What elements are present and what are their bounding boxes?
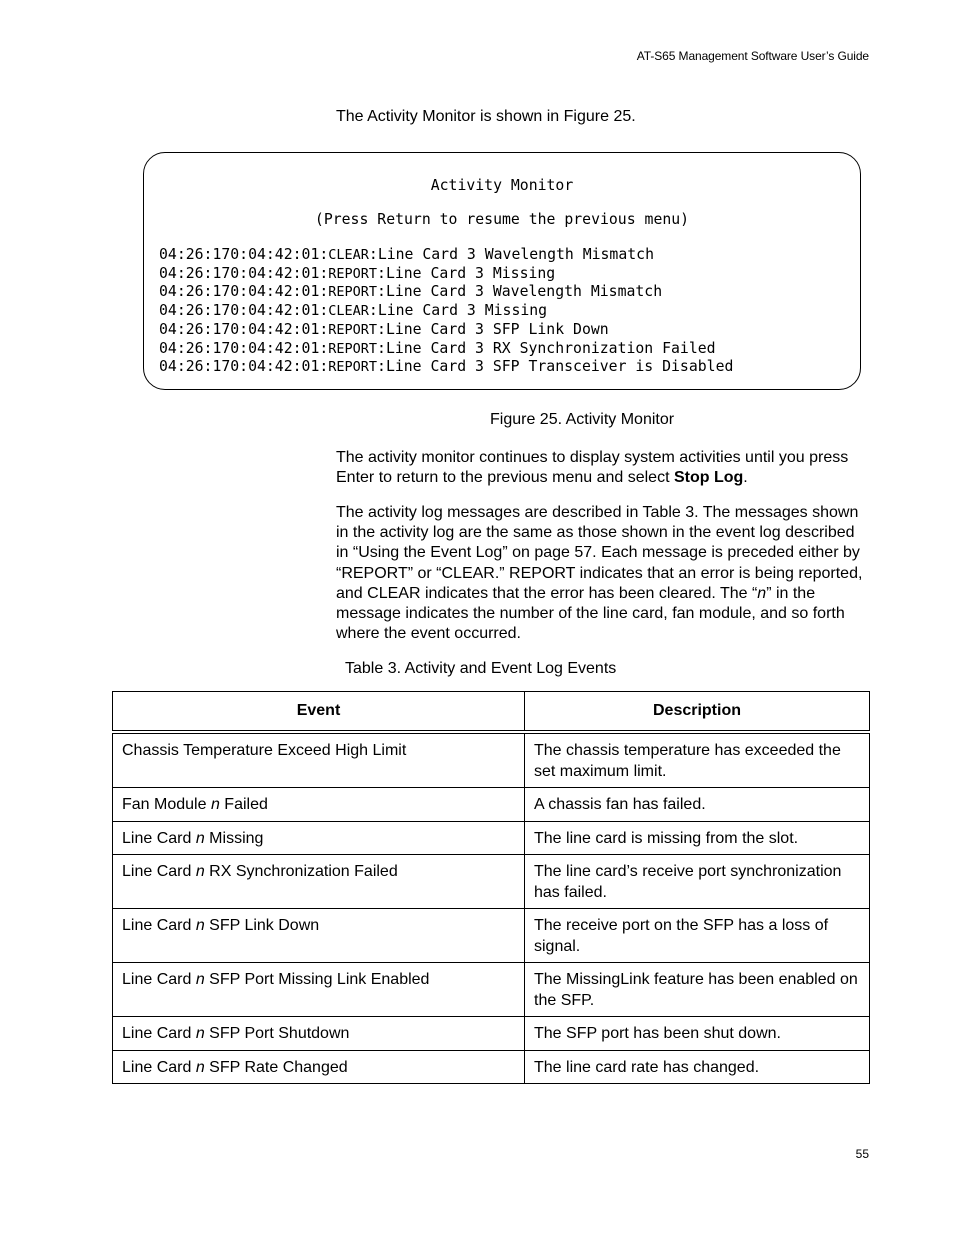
event-variable-n: n (195, 863, 205, 880)
event-variable-n: n (195, 917, 205, 934)
event-text: Line Card (122, 971, 196, 988)
log-line (159, 283, 733, 302)
event-variable-n: n (210, 796, 220, 813)
description-cell: A chassis fan has failed. (525, 788, 870, 822)
event-text-suffix: SFP Port Missing Link Enabled (204, 971, 430, 988)
event-variable-n: n (195, 829, 205, 847)
paragraph-text-2: ” in the message indicates the number of the line card, fan module, and so forth where the event occurred. (336, 584, 845, 643)
running-header: AT-S65 Management Software User’s Guide (636, 49, 869, 63)
event-variable-n: n (195, 971, 205, 988)
intro-text: The Activity Monitor is shown in Figure 25. (336, 108, 636, 125)
event-variable-n: n (195, 1058, 205, 1076)
log-message: :Line Card 3 SFP Link Down (377, 320, 609, 338)
event-text: Line Card (122, 829, 196, 847)
log-message: :Line Card 3 RX Synchronization Failed (377, 339, 716, 357)
table-row (113, 821, 870, 855)
log-timestamp: 04:26:170:04:42:01: (159, 320, 329, 338)
table-header-row (113, 692, 870, 733)
event-cell (113, 732, 525, 788)
log-type: REPORT (328, 359, 378, 376)
log-line (159, 358, 733, 377)
event-variable-n: n (195, 1025, 205, 1042)
table-row (113, 855, 870, 909)
log-timestamp: 04:26:170:04:42:01: (159, 246, 329, 263)
event-text: Line Card (122, 1058, 196, 1076)
paragraph-text-1: The activity log messages are described in Table 3. The messages shown in the activity log are the same as those shown in the event log described in “Using the Event Log” on page 57. Each message is preceded either by “REPORT” or “CLEAR.” REPORT indicates that an error is being reported, and CLEAR indicates that the error has been cleared. The “ (336, 504, 863, 602)
event-cell (113, 821, 525, 855)
log-type: CLEAR (328, 303, 369, 320)
screen-subtitle: (Press Return to resume the previous menu) (314, 211, 690, 228)
log-line (159, 302, 733, 321)
event-text-suffix: SFP Link Down (204, 917, 320, 934)
log-message: :Line Card 3 SFP Transceiver is Disabled (377, 358, 734, 376)
description-cell: The SFP port has been shut down. (525, 1017, 870, 1051)
event-text: Fan Module (122, 796, 211, 813)
activity-log (159, 246, 733, 377)
log-timestamp: 04:26:170:04:42:01: (159, 358, 329, 376)
log-line (159, 321, 733, 340)
event-cell (113, 1050, 525, 1084)
log-type: REPORT (328, 265, 378, 282)
variable-n: n (757, 584, 767, 602)
screen-title: Activity Monitor (430, 177, 574, 194)
description-cell: The chassis temperature has exceeded the set maximum limit. (525, 732, 870, 788)
log-type: CLEAR (328, 247, 369, 263)
stop-log-term: Stop Log (673, 469, 744, 487)
log-line (159, 340, 733, 359)
log-timestamp: 04:26:170:04:42:01: (159, 283, 329, 301)
log-timestamp: 04:26:170:04:42:01: (159, 264, 329, 282)
table-row (113, 1017, 870, 1051)
event-text-suffix: RX Synchronization Failed (204, 863, 398, 880)
event-text: Line Card (122, 917, 196, 934)
column-header-event: Event (113, 692, 525, 733)
paragraph-end: . (743, 469, 748, 487)
table-caption: Table 3. Activity and Event Log Events (345, 660, 617, 677)
event-cell (113, 788, 525, 822)
event-text: Line Card (122, 1025, 196, 1042)
paragraph-stop-log (336, 448, 871, 488)
table-row (113, 732, 870, 788)
log-line (159, 246, 733, 265)
table-row (113, 909, 870, 963)
paragraph-text: The activity monitor continues to display system activities until you press Enter to return to the previous menu and select (336, 449, 849, 487)
log-message: :Line Card 3 Missing (368, 302, 548, 320)
log-type: REPORT (328, 321, 378, 338)
event-text: Chassis Temperature Exceed High Limit (122, 742, 407, 759)
description-cell: The line card’s receive port synchronization has failed. (525, 855, 870, 909)
log-timestamp: 04:26:170:04:42:01: (159, 302, 329, 320)
log-timestamp: 04:26:170:04:42:01: (159, 339, 329, 357)
log-type: REPORT (328, 340, 378, 357)
table-row (113, 1050, 870, 1084)
paragraph-log-description (336, 503, 871, 644)
log-type: REPORT (328, 284, 378, 301)
events-table (112, 691, 870, 1084)
figure-caption: Figure 25. Activity Monitor (490, 411, 675, 428)
description-cell: The line card is missing from the slot. (525, 821, 870, 855)
column-header-description: Description (525, 692, 870, 733)
event-text-suffix: Missing (204, 829, 264, 847)
log-message: :Line Card 3 Missing (377, 264, 556, 282)
event-cell (113, 1017, 525, 1051)
event-text-suffix: SFP Rate Changed (204, 1058, 348, 1076)
event-cell (113, 909, 525, 963)
log-line (159, 265, 733, 284)
event-cell (113, 963, 525, 1017)
log-message: :Line Card 3 Wavelength Mismatch (377, 283, 663, 301)
description-cell: The line card rate has changed. (525, 1050, 870, 1084)
page-number: 55 (855, 1147, 869, 1161)
event-text-suffix: SFP Port Shutdown (204, 1025, 350, 1042)
table-row (113, 788, 870, 822)
event-cell (113, 855, 525, 909)
description-cell: The MissingLink feature has been enabled on the SFP. (525, 963, 870, 1017)
log-message: :Line Card 3 Wavelength Mismatch (368, 246, 654, 263)
event-text: Line Card (122, 863, 196, 880)
description-cell: The receive port on the SFP has a loss of signal. (525, 909, 870, 963)
event-text-suffix: Failed (219, 796, 268, 813)
table-row (113, 963, 870, 1017)
